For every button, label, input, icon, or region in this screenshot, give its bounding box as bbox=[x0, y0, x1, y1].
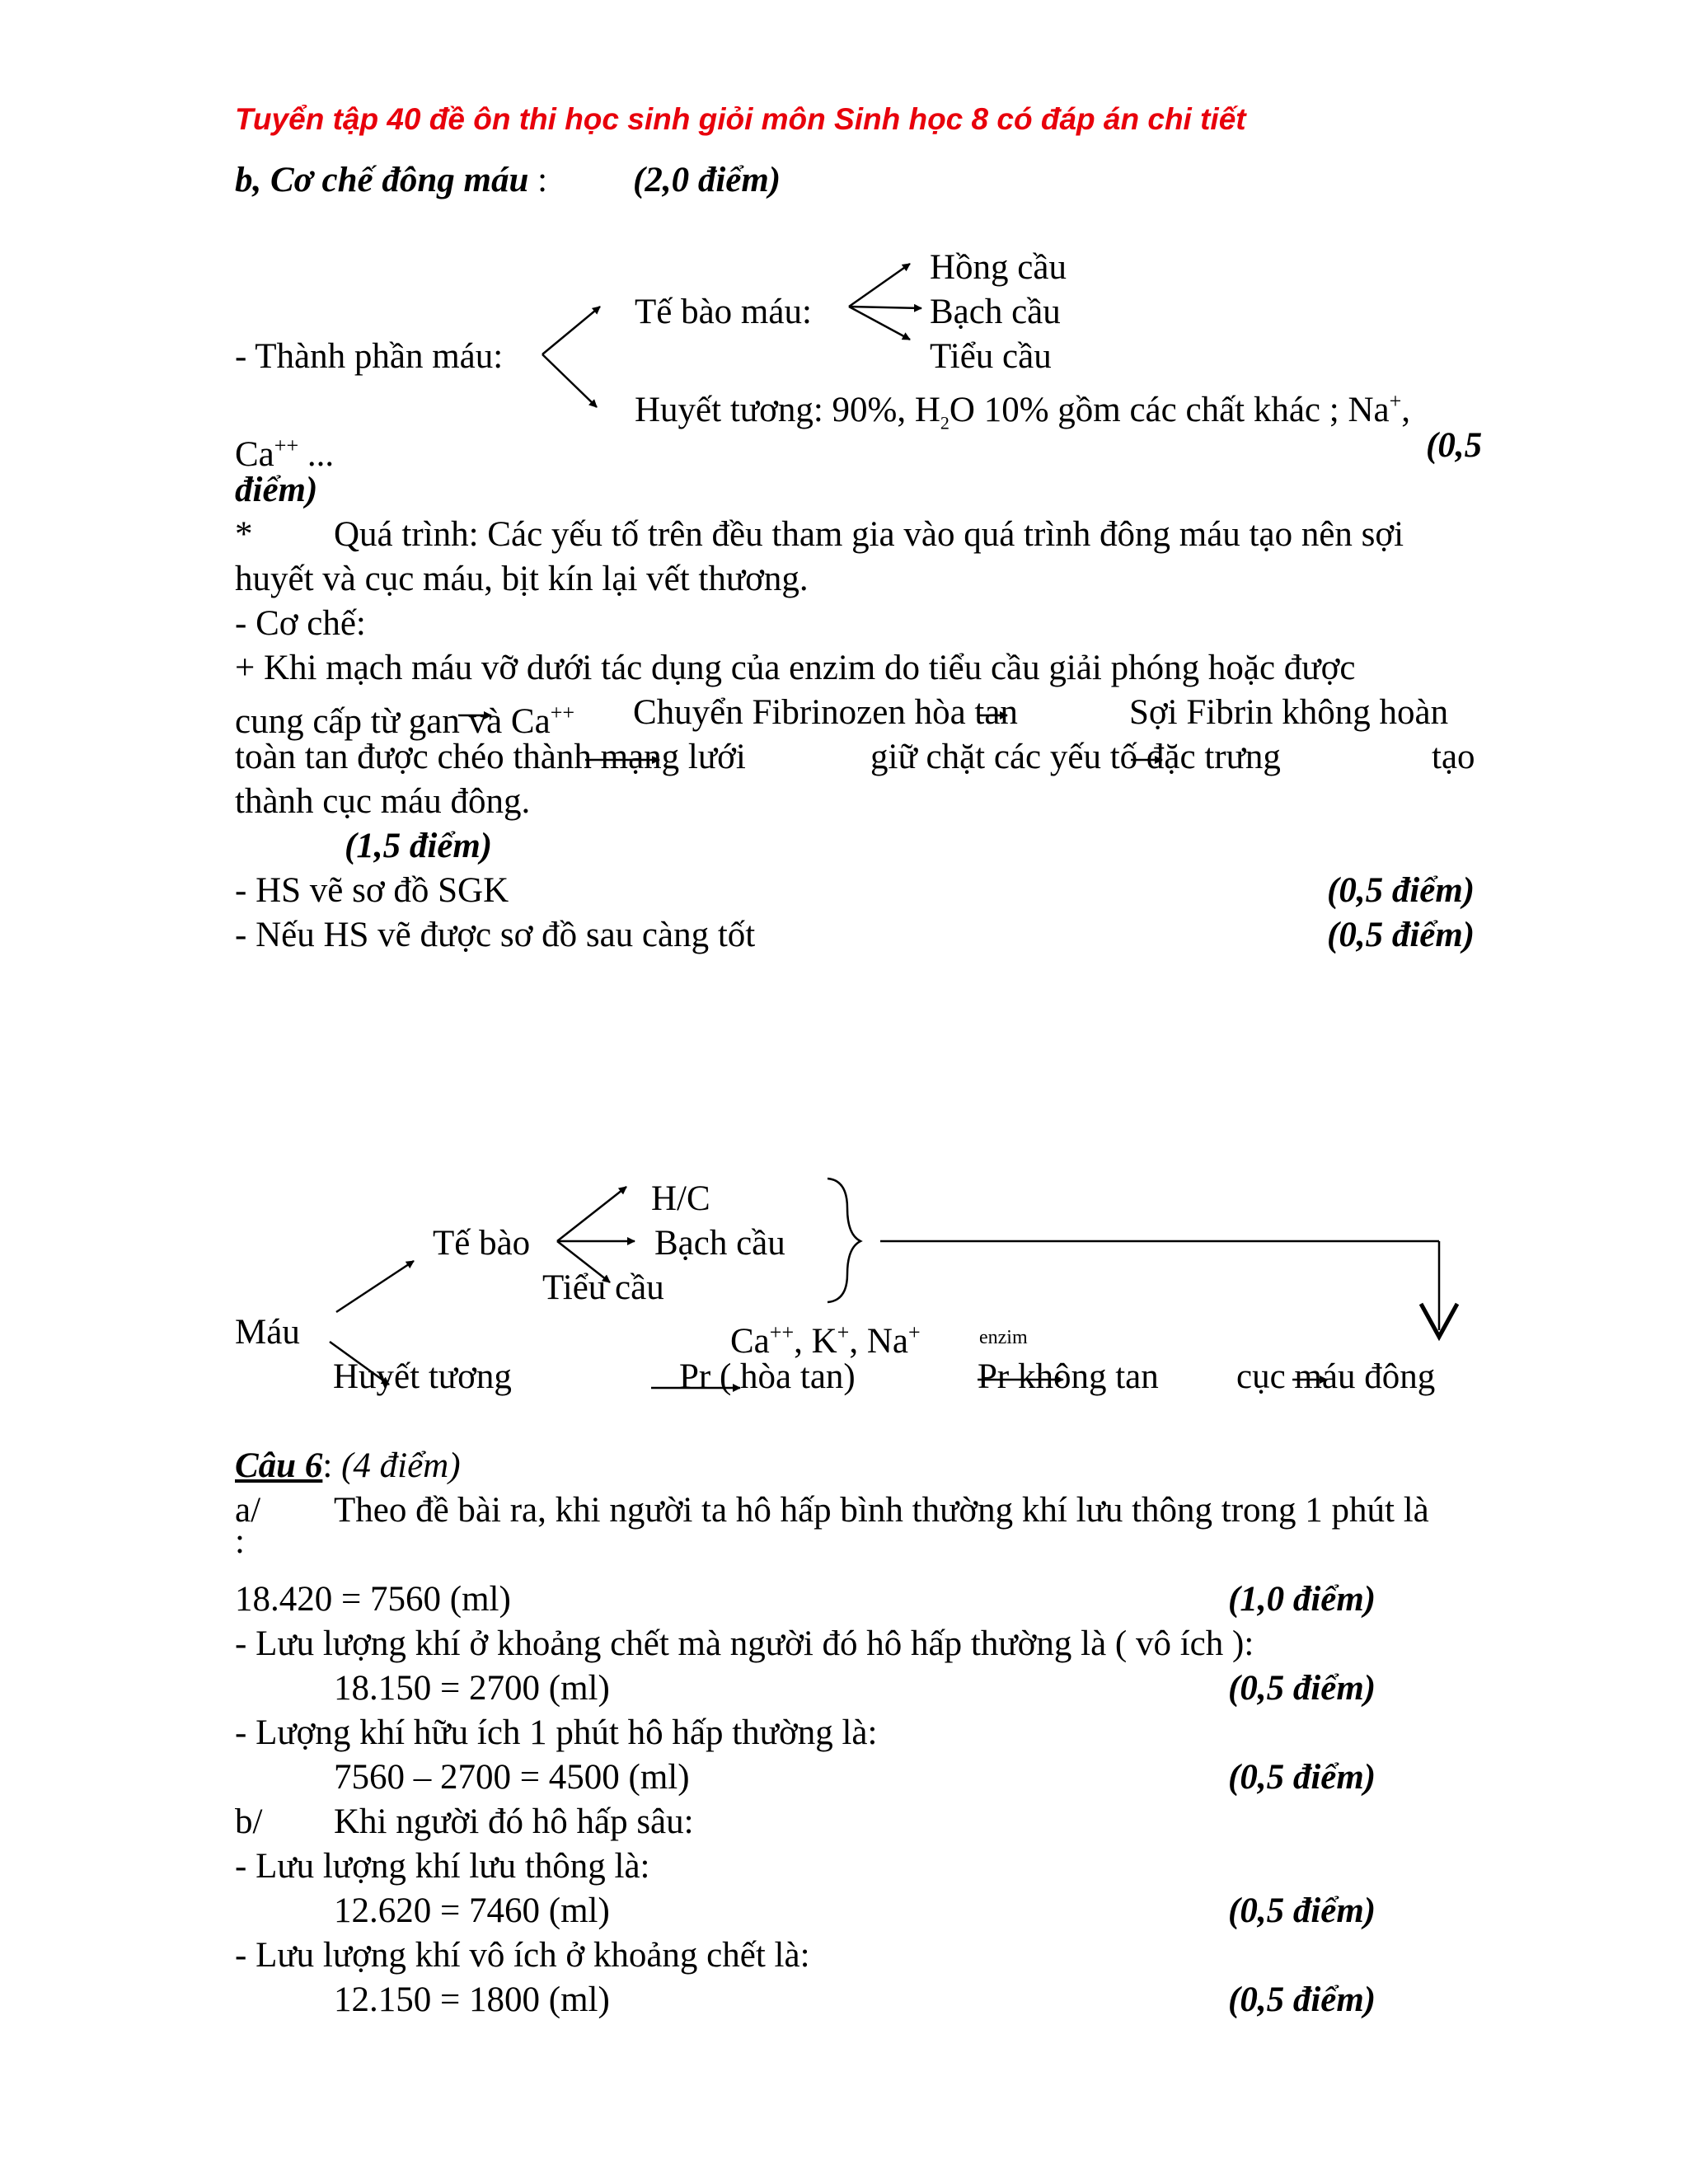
ion-na-superscript: + bbox=[907, 1320, 921, 1344]
diagram2-wbc: Bạch cầu bbox=[654, 1224, 785, 1263]
diagram2-cells: Tế bào bbox=[433, 1224, 531, 1263]
diagram1-score-b: điểm) bbox=[235, 471, 318, 509]
mechanism-line-3a: toàn tan được chéo thành mạng lưới bbox=[235, 738, 746, 776]
diagram2-plasma: Huyết tương bbox=[333, 1357, 512, 1396]
ca-superscript: ++ bbox=[274, 434, 299, 457]
mech-2a-superscript: ++ bbox=[550, 701, 575, 724]
diagram2-pr-soluble: Pr ( hòa tan) bbox=[679, 1357, 856, 1396]
d2-arrow-blood-plasma bbox=[330, 1342, 389, 1385]
cau6-line-2: - Lưu lượng khí ở khoảng chết mà người đó hô hấp thường là ( vô ích ): bbox=[235, 1624, 1254, 1663]
ca-text: Ca bbox=[235, 435, 274, 474]
section-b-colon: : bbox=[537, 161, 548, 199]
cau6-colon: : bbox=[322, 1446, 333, 1485]
cau6-line-3: 18.150 = 2700 (ml) bbox=[334, 1669, 610, 1708]
diagram2-platelet: Tiểu cầu bbox=[542, 1268, 664, 1307]
mechanism-title: - Cơ chế: bbox=[235, 604, 366, 643]
diagram1-rbc: Hồng cầu bbox=[930, 248, 1067, 287]
cau6-line-7: 12.620 = 7460 (ml) bbox=[334, 1891, 610, 1930]
d2-arrow-to-platelet bbox=[557, 1241, 610, 1282]
diagram1-cells: Tế bào máu: bbox=[635, 293, 812, 331]
plasma-subscript: 2 bbox=[940, 412, 950, 434]
mech-2a-text: cung cấp từ gan và Ca bbox=[235, 702, 551, 741]
diagram2-blood: Máu bbox=[235, 1313, 300, 1352]
diagram2-hc: H/C bbox=[651, 1179, 710, 1218]
process-line-2: huyết và cục máu, bịt kín lại vết thương. bbox=[235, 560, 809, 598]
document-header: Tuyển tập 40 đề ôn thi học sinh giỏi môn Sinh học 8 có đáp án chi tiết bbox=[235, 102, 1246, 136]
ion-ca: Ca bbox=[730, 1322, 770, 1361]
cau6-line-9: 12.150 = 1800 (ml) bbox=[334, 1980, 610, 2019]
d1-arrow-to-rbc bbox=[849, 264, 910, 307]
hs-line-2: - Nếu HS vẽ được sơ đồ sau càng tốt bbox=[235, 916, 756, 954]
section-b-title: b, Cơ chế đông máu bbox=[235, 161, 529, 199]
cau6-score: (4 điểm) bbox=[341, 1446, 461, 1485]
mechanism-line-4: thành cục máu đông. bbox=[235, 782, 531, 821]
mechanism-line-3b: giữ chặt các yếu tố đặc trưng bbox=[870, 738, 1281, 776]
hs-line-1: - HS vẽ sơ đồ SGK bbox=[235, 871, 509, 910]
cau6-a-colon: : bbox=[235, 1522, 245, 1561]
diagram2-pr-insoluble: Pr không tan bbox=[978, 1357, 1159, 1396]
section-b-score: (2,0 điểm) bbox=[633, 161, 781, 199]
cau6-line-5-score: (0,5 điểm) bbox=[1228, 1758, 1376, 1797]
cau6-line-8: - Lưu lượng khí vô ích ở khoảng chết là: bbox=[235, 1936, 810, 1975]
d2-arrow-blood-cells bbox=[336, 1261, 414, 1312]
ion-ca-superscript: ++ bbox=[769, 1320, 795, 1344]
diagram1-root: - Thành phần máu: bbox=[235, 337, 504, 376]
cau6-line-1: 18.420 = 7560 (ml) bbox=[235, 1580, 511, 1619]
diagram1-wbc: Bạch cầu bbox=[930, 293, 1061, 331]
plasma-text-2: O 10% gồm các chất khác ; Na bbox=[949, 391, 1390, 429]
ion-k-superscript: + bbox=[837, 1320, 850, 1344]
diagram1-score-a: (0,5 bbox=[1426, 426, 1483, 465]
cau6-line-7-score: (0,5 điểm) bbox=[1228, 1891, 1376, 1930]
diagram1-platelet: Tiểu cầu bbox=[930, 337, 1052, 376]
ion-na: , Na bbox=[849, 1322, 908, 1361]
plasma-text-1: Huyết tương: 90%, H bbox=[635, 391, 940, 429]
cau6-line-1-score: (1,0 điểm) bbox=[1228, 1580, 1376, 1619]
d1-arrow-to-cells bbox=[542, 307, 600, 354]
plasma-text-3: , bbox=[1401, 391, 1411, 429]
cau6-b-label: b/ bbox=[235, 1802, 263, 1841]
cau6-line-4: - Lượng khí hữu ích 1 phút hô hấp thường là: bbox=[235, 1713, 878, 1752]
cau6-a-text: Theo đề bài ra, khi người ta hô hấp bình thường khí lưu thông trong 1 phút là bbox=[334, 1491, 1429, 1530]
d1-arrow-to-wbc bbox=[849, 307, 921, 308]
ca-dots: ... bbox=[307, 435, 335, 474]
cau6-b-text: Khi người đó hô hấp sâu: bbox=[334, 1802, 694, 1841]
cau6-label: Câu 6 bbox=[235, 1446, 323, 1485]
mechanism-line-3c: tạo bbox=[1432, 738, 1475, 776]
cau6-line-9-score: (0,5 điểm) bbox=[1228, 1980, 1376, 2019]
d2-arrow-to-hc bbox=[557, 1187, 626, 1241]
cau6-line-3-score: (0,5 điểm) bbox=[1228, 1669, 1376, 1708]
diagram2-enzim: enzim bbox=[979, 1327, 1028, 1348]
diagram2-clot: cục máu đông bbox=[1236, 1357, 1436, 1396]
cau6-a-label: a/ bbox=[235, 1491, 261, 1530]
plasma-superscript: + bbox=[1389, 389, 1402, 413]
mechanism-score: (1,5 điểm) bbox=[345, 827, 493, 865]
ion-k: , K bbox=[794, 1322, 837, 1361]
d2-brace bbox=[828, 1179, 860, 1302]
mechanism-line-2b: Chuyển Fibrinozen hòa tan bbox=[633, 693, 1018, 732]
mechanism-line-1: + Khi mạch máu vỡ dưới tác dụng của enzim do tiểu cầu giải phóng hoặc được bbox=[235, 649, 1356, 687]
cau6-line-6: - Lưu lượng khí lưu thông là: bbox=[235, 1847, 650, 1886]
hs-line-1-score: (0,5 điểm) bbox=[1327, 871, 1475, 910]
d1-arrow-to-plasma bbox=[542, 354, 597, 407]
process-line-1: Quá trình: Các yếu tố trên đều tham gia vào quá trình đông máu tạo nên sợi bbox=[334, 515, 1404, 554]
cau6-line-5: 7560 – 2700 = 4500 (ml) bbox=[334, 1758, 690, 1797]
process-star: * bbox=[235, 515, 253, 554]
hs-line-2-score: (0,5 điểm) bbox=[1327, 916, 1475, 954]
d1-arrow-to-platelet bbox=[849, 307, 910, 340]
mechanism-line-2c: Sợi Fibrin không hoàn bbox=[1129, 693, 1449, 732]
